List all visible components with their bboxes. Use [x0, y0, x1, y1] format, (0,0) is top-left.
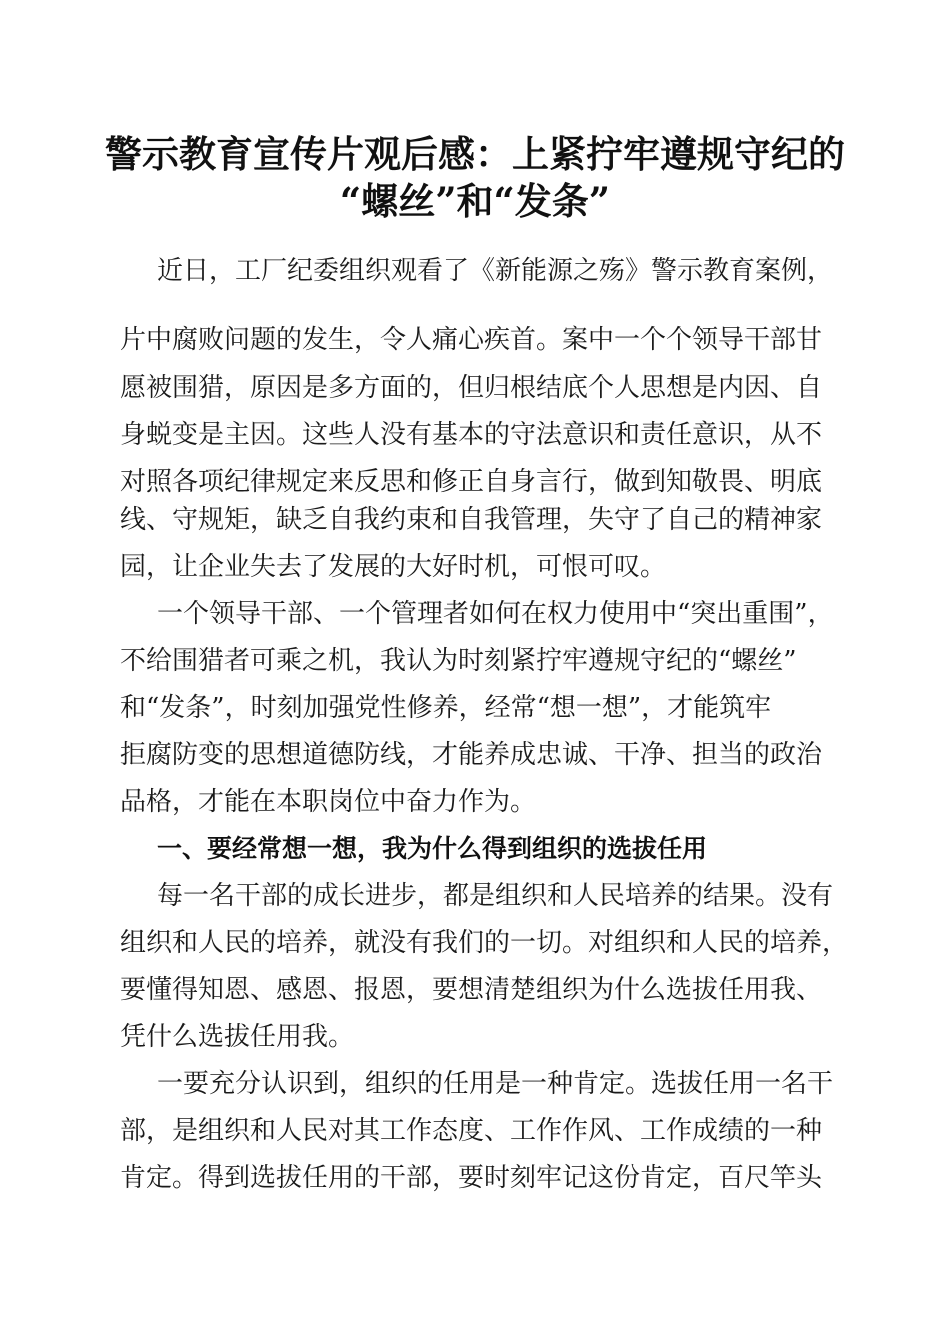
paragraph-1-line-6: 线、守规矩，缺乏自我约束和自我管理，失守了自己的精神家 [120, 505, 823, 535]
paragraph-4-line-2: 部，是组织和人民对其工作态度、工作作风、工作成绩的一种 [120, 1116, 823, 1146]
paragraph-2-line-5: 品格，才能在本职岗位中奋力作为。 [120, 787, 537, 817]
document-title-line-1: 警示教育宣传片观后感：上紧拧牢遵规守纪的 [105, 132, 845, 176]
document-title-line-2: “螺丝”和“发条” [339, 179, 611, 223]
paragraph-3-line-1: 每一名干部的成长进步，都是组织和人民培养的结果。没有 [157, 881, 834, 911]
paragraph-1-line-5: 对照各项纪律规定来反思和修正自身言行，做到知敬畏、明底 [120, 467, 823, 497]
paragraph-4-line-3: 肯定。得到选拔任用的干部，要时刻牢记这份肯定，百尺竿头 [120, 1163, 823, 1193]
paragraph-2-line-3: 和“发条”，时刻加强党性修养，经常“想一想”，才能筑牢 [120, 693, 772, 723]
paragraph-1-line-7: 园，让企业失去了发展的大好时机，可恨可叹。 [120, 552, 667, 582]
paragraph-2-line-2: 不给围猎者可乘之机，我认为时刻紧拧牢遵规守纪的“螺丝” [120, 646, 797, 676]
paragraph-2-line-1: 一个领导干部、一个管理者如何在权力使用中“突出重围”， [157, 599, 834, 629]
paragraph-3-line-3: 要懂得知恩、感恩、报恩，要想清楚组织为什么选拔任用我、 [120, 975, 823, 1005]
paragraph-4-line-1: 一要充分认识到，组织的任用是一种肯定。选拔任用一名干 [157, 1069, 834, 1099]
paragraph-3-line-2: 组织和人民的培养，就没有我们的一切。对组织和人民的培养， [120, 928, 849, 958]
paragraph-1-line-1: 近日，工厂纪委组织观看了《新能源之殇》警示教育案例， [157, 256, 834, 286]
paragraph-1-line-3: 愿被围猎，原因是多方面的，但归根结底个人思想是内因、自 [120, 373, 823, 403]
paragraph-1-line-2: 片中腐败问题的发生，令人痛心疾首。案中一个个领导干部甘 [120, 325, 823, 355]
paragraph-2-line-4: 拒腐防变的思想道德防线，才能养成忠诚、干净、担当的政治 [120, 740, 823, 770]
paragraph-3-line-4: 凭什么选拔任用我。 [120, 1022, 355, 1052]
section-heading-1: 一、要经常想一想，我为什么得到组织的选拔任用 [157, 834, 708, 863]
paragraph-1-line-4: 身蜕变是主因。这些人没有基本的守法意识和责任意识，从不 [120, 420, 823, 450]
